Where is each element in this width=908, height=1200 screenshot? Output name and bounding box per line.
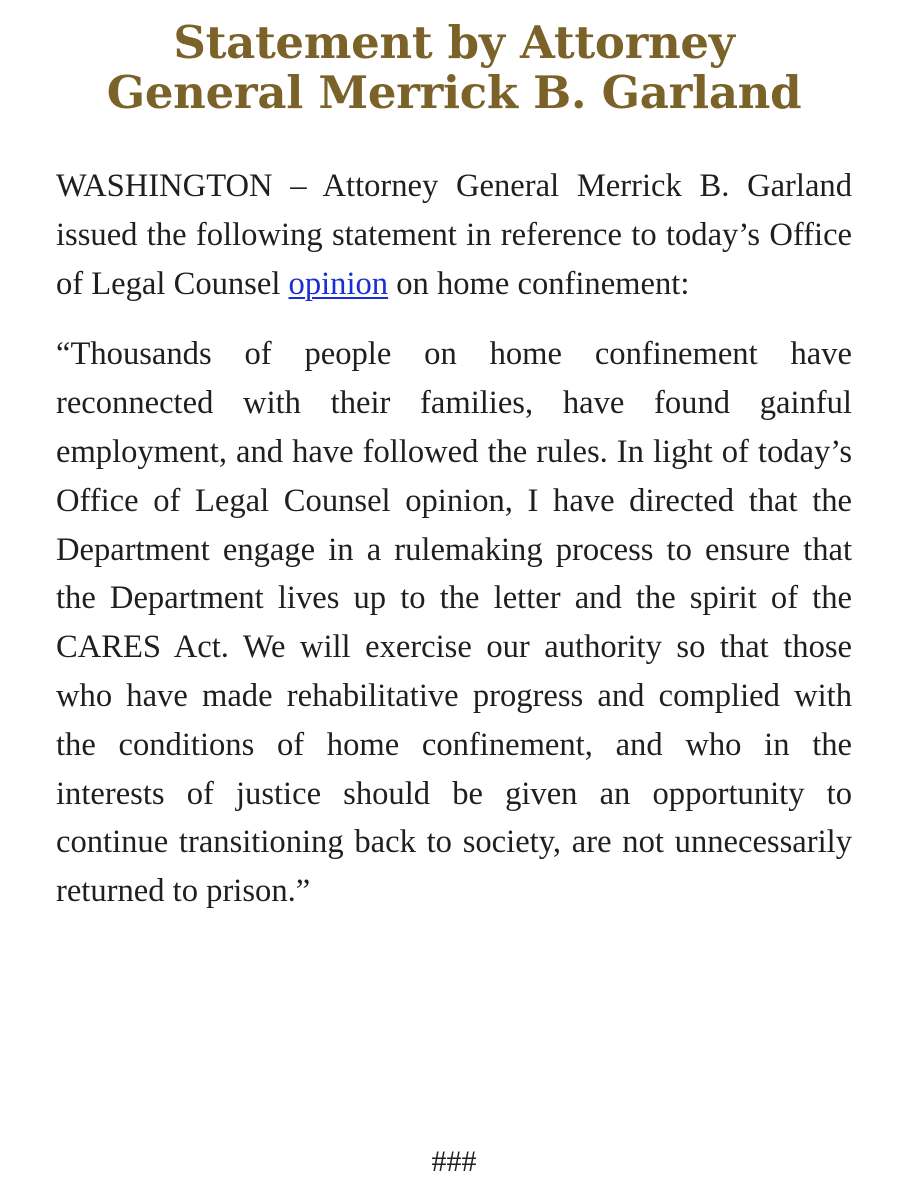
quote-paragraph: “Thousands of people on home confinement have reconnected with their families, have found gainful employment, and have followed the rules. In light of today’s Office of Legal Counsel opinion, I have directed that the Department engage in a rulemaking process to ensure that the Department lives up to the letter and the spirit of the CARES Act. We will exercise our authority so that those who have made rehabilitative progress and complied with the conditions of home confinement, and who in the interests of justice should be given an opportunity to continue transitioning back to society, are not unnecessarily returned to prison.” bbox=[56, 336, 852, 910]
intro-text-after: on home confinement: bbox=[396, 265, 690, 302]
statement-document bbox=[56, 18, 852, 916]
page-title bbox=[56, 18, 852, 118]
intro-text-before: WASHINGTON – Attorney General Merrick B. Garland issued the following statement in reference to today’s Office of Legal Counsel bbox=[56, 168, 852, 302]
intro-paragraph bbox=[56, 162, 852, 308]
title-line-2: General Merrick B. Garland bbox=[106, 66, 802, 119]
opinion-link[interactable]: opinion bbox=[288, 265, 389, 302]
end-mark: ### bbox=[431, 1145, 477, 1178]
title-line-1: Statement by Attorney bbox=[173, 16, 735, 69]
